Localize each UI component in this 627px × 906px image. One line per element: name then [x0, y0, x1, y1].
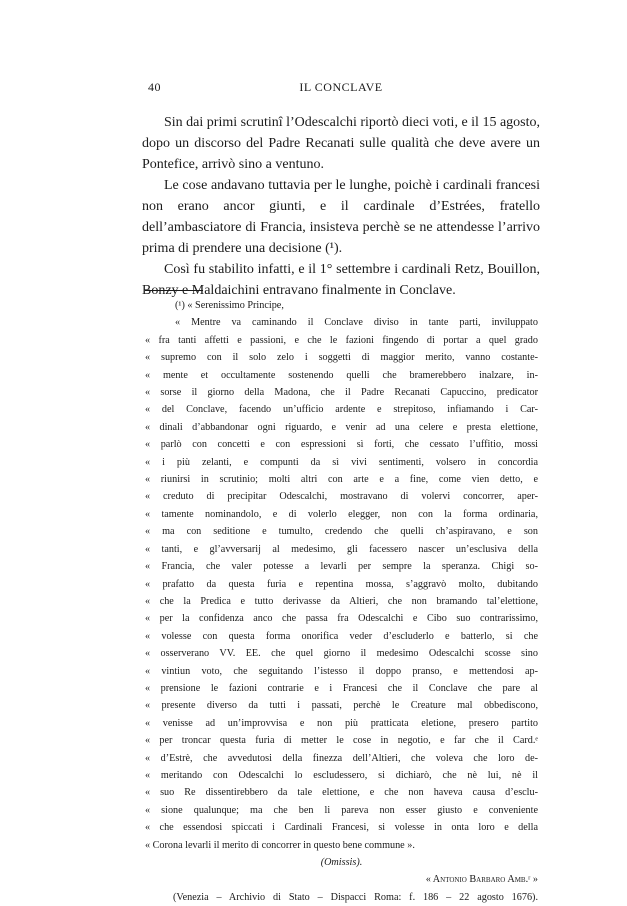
footnote-line: « i più zelanti, e compunti da sì vivi sentimenti, volsero in concordia [145, 456, 538, 468]
main-text [142, 112, 540, 301]
footnote-line: « che essendosi spiccati i Cardinali Francesi, si volesse in onta loro e della [145, 822, 538, 834]
paragraph: Le cose andavano tuttavia per le lunghe, poichè i cardinali francesi non erano ancor giunti, e il cardinale d’Estrées, fratello dell’ambasciatore di Francia, insisteva perchè se ne attendesse l’arrivo prima di prendere una decisione (¹). [142, 178, 540, 256]
footnote-line: « suo Re dissentirebbero da tale elettione, e che non haveva causa d’esclu- [145, 787, 538, 799]
footnote-line: « vintiun voto, che seguitando l’istesso il doppo pranso, e mettendosi ap- [145, 665, 538, 677]
footnote-line: « creduto di precipitar Odescalchi, mostravano di volervi concorrer, aper- [145, 491, 538, 503]
footnote-line: « sorse il giorno della Madona, che il Padre Recanati Capuccino, predicator [145, 387, 538, 399]
footnote [145, 297, 538, 906]
footnote-line: « meritando con Odescalchi lo escludessero, si dichiarò, che nè lui, nè il [145, 769, 538, 781]
footnote-line: « Francia, che valer potesse a levarli per sempre la speranza. Chigi so- [145, 561, 538, 573]
footnote-line: « supremo con il solo zelo i soggetti di maggior merito, vanno costante- [145, 352, 538, 364]
footnote-line: « riunirsi in scrutinio; molti altri con arte e a fine, come vien detto, e [145, 474, 538, 486]
footnote-line: « tanti, e gl’avversarij al medesimo, gli facessero nascer un’esclusiva della [145, 543, 538, 555]
footnote-line: « dinali d’abbandonar ogni riguardo, e venir ad una celere e presta elettione, [145, 421, 538, 433]
footnote-line: « Corona levarli il merito di concorrer in questo bene commune ». [145, 839, 415, 851]
footnote-line: « per la confidenza anco che passa fra Odescalchi e Cibo suo contrarissimo, [145, 613, 538, 625]
footnote-line: « sione qualunque; ma che ben li pareva non esser giusto e conveniente [145, 804, 538, 816]
omissis-note: (Omissis). [320, 857, 363, 868]
footnote-line: « del Conclave, facendo un’ufficio ardente e strepitoso, infiamando i Car- [145, 404, 538, 416]
footnote-line: « fra tanti affetti e passioni, e che le fazioni fingendo di portar a quel grado [145, 334, 538, 346]
footnote-line: (¹) « Serenissimo Principe, [175, 300, 284, 311]
archive-source: (Venezia – Archivio di Stato – Dispacci Roma: f. 186 – 22 agosto 1676). [173, 891, 538, 903]
footnote-line: « prensione le fazioni contrarie e i Francesi che il Conclave che pare al [145, 682, 538, 694]
footnote-line: « presente diverso da tutti i passati, perchè le Creature mal obbediscono, [145, 700, 538, 712]
running-title: IL CONCLAVE [299, 80, 383, 94]
paragraph: Così fu stabilito infatti, e il 1° settembre i cardinali Retz, Bouillon, Bonzy e Maldaichini entravano finalmente in Conclave. [142, 262, 540, 298]
footnote-line: « ma con seditione e tumulto, credendo che quelli ch’aspiravano, e son [145, 526, 538, 538]
footnote-line: « Mentre va caminando il Conclave diviso in tante parti, inviluppato [175, 317, 538, 329]
footnote-line: « d’Estrè, che avvedutosi della finezza dell’Altieri, che voleva che loro de- [145, 752, 538, 764]
footnote-line: « osserverano VV. EE. che quel giorno il medesimo Odescalchi scosse sino [145, 648, 538, 660]
footnote-line: « tamente nominandolo, e di volerlo elegger, non con la forma ordinaria, [145, 508, 538, 520]
footnote-line: « prafatto da questa furia e repentina mossa, s’aggravò molto, dubitando [145, 578, 538, 590]
footnote-separator [145, 290, 203, 291]
footnote-line: « venisse ad un’improvvisa e non più pratticata eletione, presero partito [145, 717, 538, 729]
page-header [148, 80, 534, 96]
footnote-line: « parlò con concetti e con espressioni sì forti, che cessato l’uffitio, mossi [145, 439, 538, 451]
footnote-line: « che la Predica e tutto derivasse da Altieri, che non bramando tal’elettione, [145, 595, 538, 607]
paragraph: Sin dai primi scrutinî l’Odescalchi riportò dieci voti, e il 15 agosto, dopo un discorso del Padre Recanati sulle qualità che deve avere un Pontefice, arrivò sino a ventuno. [142, 115, 540, 172]
page-number: 40 [148, 80, 161, 94]
footnote-line: « mente et occultamente sostenendo quelli che bramerebbero inalzare, in- [145, 369, 538, 381]
footnote-line: « per troncar questa furia di metter le cose in negotio, e far che il Card.ᵉ [145, 735, 538, 747]
signature: « Antonio Barbaro Amb.ʳ » [425, 874, 538, 886]
footnote-line: « volesse con questa forma onorifica veder d’escluderlo e batterlo, si che [145, 630, 538, 642]
